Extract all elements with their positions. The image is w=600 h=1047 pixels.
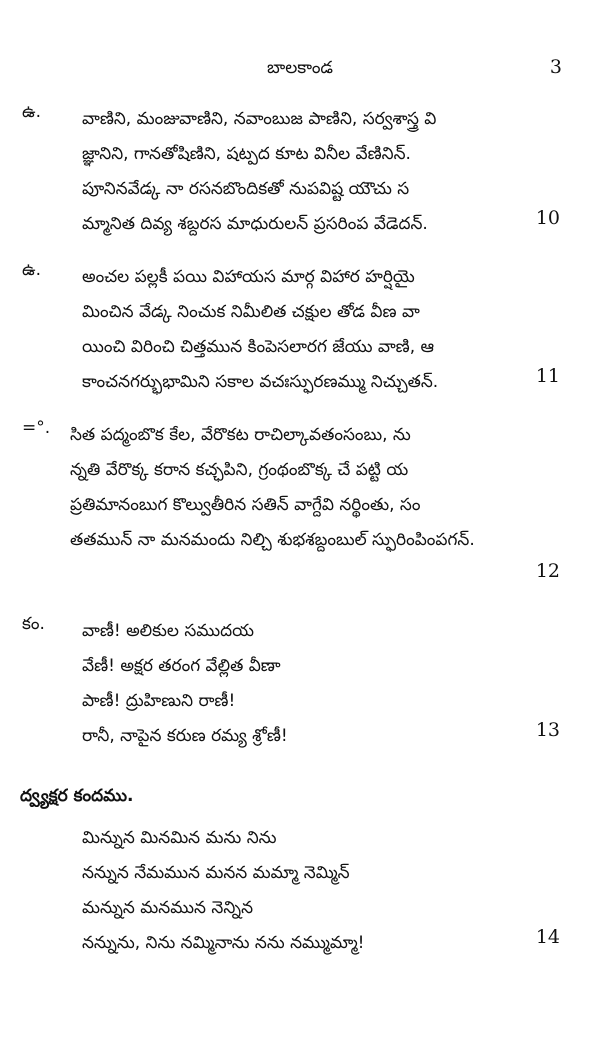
verse-line: నన్నున నేమమున మనన మమ్మా నెమ్మిన్ (82, 863, 350, 883)
verse-line: రానీ, నాపైన కరుణ రమ్య శ్రోణీ! (82, 726, 288, 746)
verse-line: వేణీ! అక్షర తరంగ వేల్లిత వీణా (82, 656, 281, 676)
verse-lines (82, 260, 438, 400)
verse-lines (82, 821, 364, 961)
verse-meter-label: కం. (22, 614, 45, 634)
verse-lines (82, 102, 436, 242)
verse-number: 14 (535, 926, 560, 948)
verse-line: మించిన వేడ్క నించుక నిమీలిత చక్షుల తోడ వీణ వా (82, 302, 420, 322)
verse-lines (70, 418, 475, 558)
verse-line: న్నతి వేరొక్క కరాన కచ్ఛపిని, గ్రంథంబొక్క చే పట్టి య (70, 460, 409, 480)
verse-line: మన్నున మనమున నెన్నిన (82, 898, 253, 918)
verse-line: కాంచనగర్భుభామిని సకాల వచఃస్ఫురణమ్ము నిచ్చుతన్. (82, 372, 439, 392)
verse-meter-label: ద్వ్యక్షర కందము. (20, 786, 134, 806)
verse-number: 12 (535, 560, 560, 582)
verse-meter-label: ఉ. (22, 260, 41, 280)
verse-meter-label: =°. (22, 418, 51, 438)
verse-line: వాణిని, మంజువాణిని, నవాంబుజ పాణిని, సర్వశాస్త్ర వి (82, 109, 437, 129)
verse-line: తతమున్ నా మనమందు నిల్చి శుభశబ్దంబుల్ స్ఫురింపింపగన్. (70, 530, 475, 550)
verse-line: సిత పద్మంబొక కేల, వేరొకట రాచిల్కావతంసంబు, ను (70, 425, 411, 445)
verse-number: 13 (535, 719, 560, 741)
verse-line: మ్మానిత దివ్య శబ్దరస మాధురులన్ ప్రసరింప వేడెదన్. (82, 214, 428, 234)
verse-line: మిన్నున మినమిన మను నిను (82, 828, 277, 848)
verse-line: నన్నును, నిను నమ్మినాను నను నమ్ముమ్మా! (82, 933, 365, 953)
verse-lines (82, 614, 288, 754)
verse-line: జ్ఞానిని, గానతోషిణిని, షట్పద కూట వినీల వేణినిన్. (82, 144, 411, 164)
verse-number: 11 (535, 365, 560, 387)
verse-line: పూనినవేడ్క నా రసనబొందికతో నుపవిష్ట యౌచు స (82, 179, 410, 199)
chapter-title: బాలకాండ (266, 58, 334, 78)
page-number: 3 (549, 56, 562, 78)
verse-line: యించి విరించి చిత్తమున కింపెసలారగ జేయు వాణి, ఆ (82, 337, 435, 357)
verse-line: ప్రతిమానంబుగ కొల్వుతీరిన సతిన్ వాగ్దేవి నర్థింతు, సం (70, 495, 421, 515)
verse-line: వాణీ! అలికుల సముదయ (82, 621, 255, 641)
verse-number: 10 (535, 207, 560, 229)
verse-line: అంచల పల్లకీ పయి విహాయస మార్గ విహార హర్షియై (82, 267, 415, 287)
verse-line: పాణీ! ద్రుహిణుని రాణీ! (82, 691, 236, 711)
verse-meter-label: ఉ. (22, 102, 41, 122)
